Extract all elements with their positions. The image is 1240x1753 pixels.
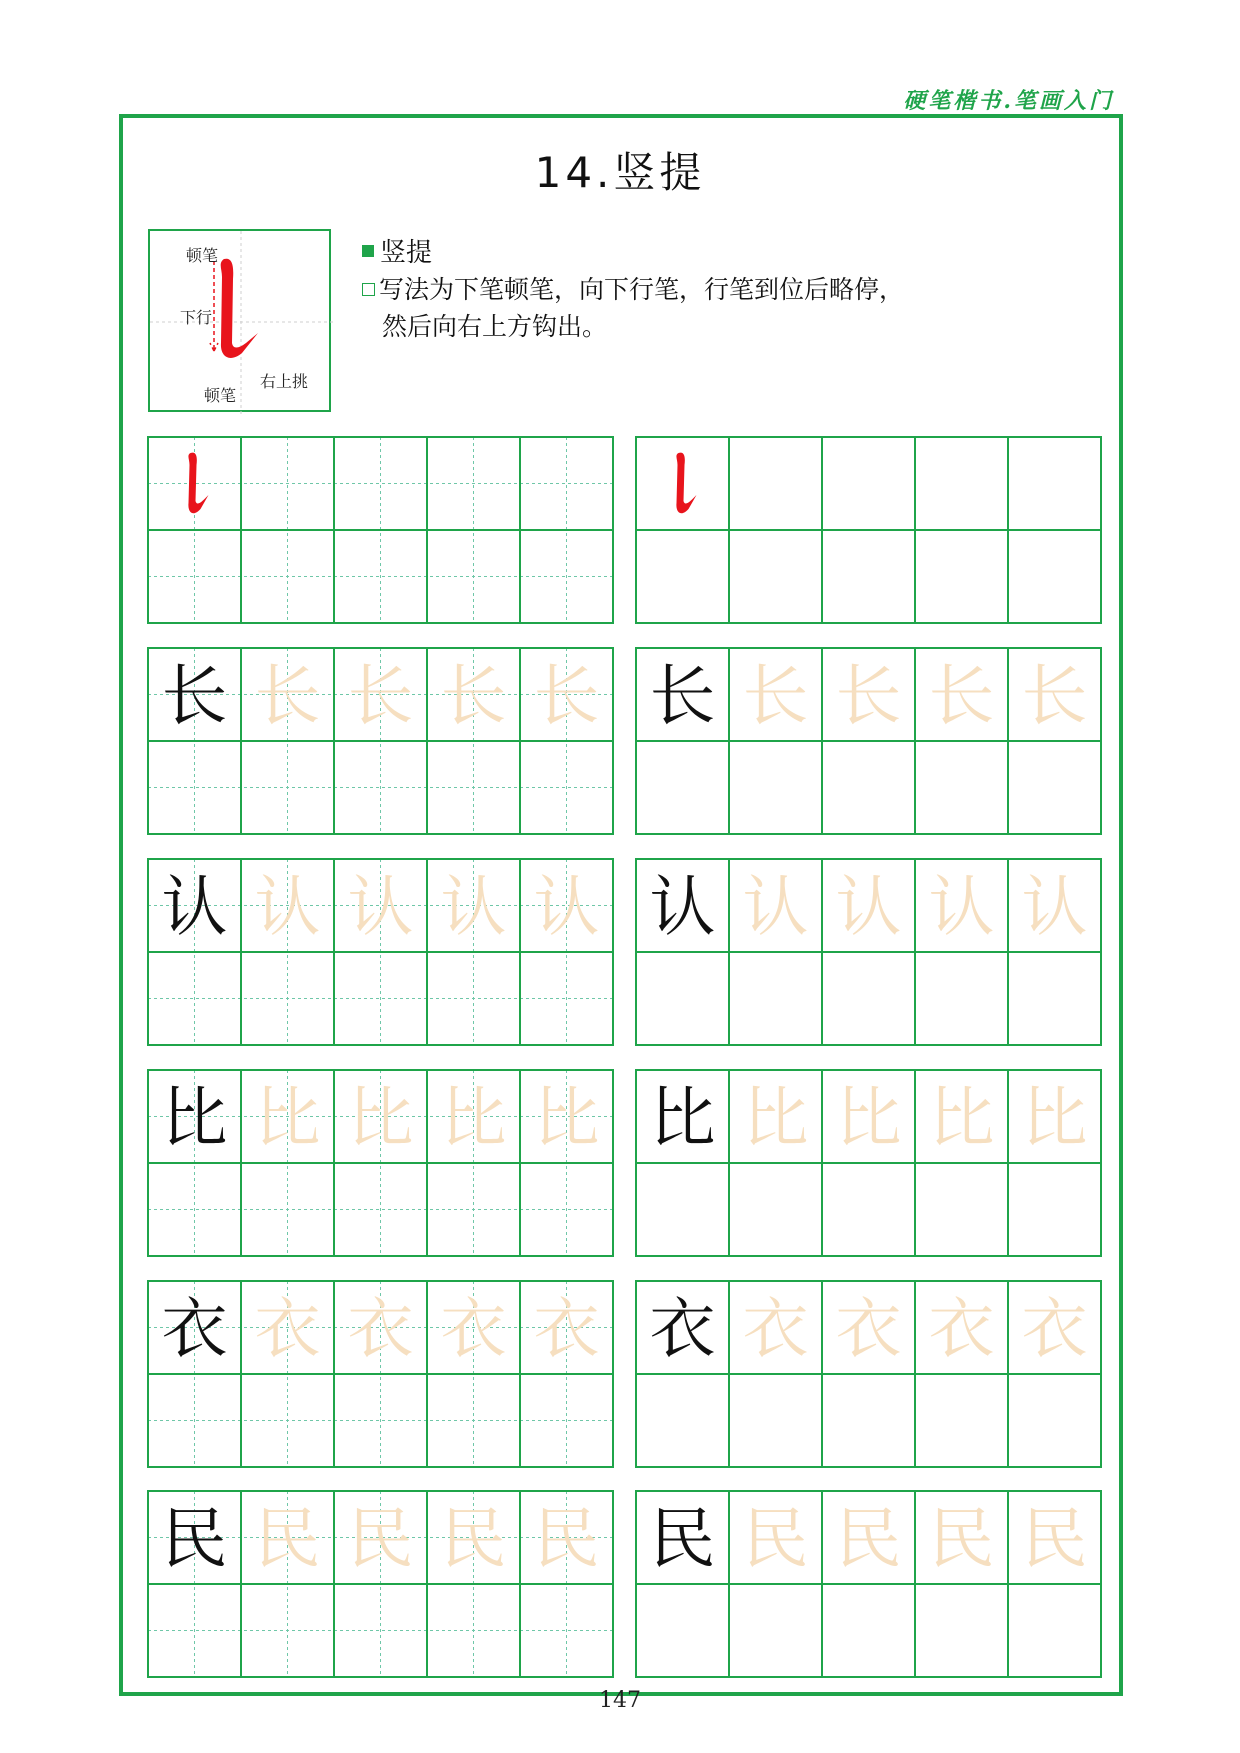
trace-character: 认 [835,868,902,946]
lesson-title: 14.竖提 [534,148,706,197]
demo-label-end: 顿笔 [204,386,237,405]
trace-character: 比 [440,1079,507,1157]
model-character: 认 [649,868,716,946]
trace-character: 民 [440,1500,507,1578]
trace-character: 长 [347,657,414,735]
trace-character: 长 [254,657,321,735]
trace-character: 比 [742,1079,809,1157]
trace-character: 认 [928,868,995,946]
description-heading-text: 竖提 [380,238,433,268]
sample-stroke [676,453,696,514]
model-character: 认 [161,868,228,946]
trace-character: 民 [254,1500,321,1578]
trace-character: 认 [742,868,809,946]
trace-character: 衣 [742,1290,809,1368]
trace-character: 衣 [1021,1290,1088,1368]
trace-character: 长 [1021,657,1088,735]
trace-character: 民 [1021,1500,1088,1578]
trace-character: 认 [347,868,414,946]
model-character: 衣 [649,1290,716,1368]
model-character: 比 [161,1079,228,1157]
trace-character: 认 [254,868,321,946]
trace-character: 衣 [835,1290,902,1368]
trace-character: 比 [835,1079,902,1157]
model-character: 衣 [161,1290,228,1368]
trace-character: 民 [928,1500,995,1578]
trace-character: 认 [1021,868,1088,946]
model-character: 民 [161,1500,228,1578]
trace-character: 长 [742,657,809,735]
trace-character: 长 [928,657,995,735]
model-character: 比 [649,1079,716,1157]
trace-character: 比 [347,1079,414,1157]
trace-character: 衣 [533,1290,600,1368]
demo-label-middle: 下行 [180,308,213,327]
trace-character: 比 [1021,1079,1088,1157]
trace-character: 长 [533,657,600,735]
trace-character: 民 [347,1500,414,1578]
trace-character: 民 [835,1500,902,1578]
trace-character: 比 [928,1079,995,1157]
description-line-1: 写法为下笔顿笔，向下行笔，行笔到位后略停， [379,275,905,304]
trace-character: 认 [440,868,507,946]
trace-character: 衣 [440,1290,507,1368]
trace-character: 民 [533,1500,600,1578]
trace-character: 比 [533,1079,600,1157]
model-character: 长 [649,657,716,735]
book-title-header: 硬笔楷书.笔画入门 [903,88,1114,114]
demo-label-lift: 右上挑 [260,372,309,391]
sample-stroke [188,453,208,514]
trace-character: 民 [742,1500,809,1578]
trace-character: 长 [835,657,902,735]
trace-character: 长 [440,657,507,735]
model-character: 长 [161,657,228,735]
demo-label-start: 顿笔 [186,246,219,265]
model-character: 民 [649,1500,716,1578]
trace-character: 比 [254,1079,321,1157]
trace-character: 衣 [928,1290,995,1368]
page-number: 147 [599,1688,641,1713]
trace-character: 衣 [347,1290,414,1368]
trace-character: 衣 [254,1290,321,1368]
trace-character: 认 [533,868,600,946]
description-line-2: 然后向右上方钩出。 [382,312,608,341]
